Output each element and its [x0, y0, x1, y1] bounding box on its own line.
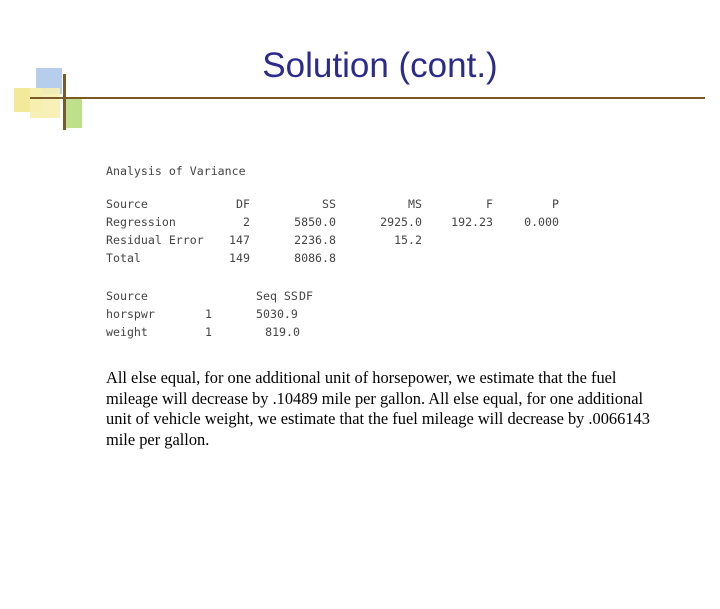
table-cell: 149: [229, 251, 250, 265]
table-cell: Residual Error: [106, 233, 204, 247]
title-rule: [30, 97, 705, 99]
table-cell: 192.23: [451, 215, 493, 229]
table-header-seq-ss: Seq SS: [256, 289, 298, 303]
table-cell: 147: [229, 233, 250, 247]
table-cell: 15.2: [394, 233, 422, 247]
table-cell: 1: [205, 325, 212, 339]
seq-ss-table: [106, 287, 313, 341]
table-cell: Regression: [106, 215, 176, 229]
table-cell: 1: [205, 307, 212, 321]
table-header-df: DF: [299, 289, 313, 303]
table-cell: 5850.0: [294, 215, 336, 229]
table-cell: 819.0: [265, 325, 300, 339]
table-header-p: P: [552, 197, 559, 211]
table-cell: 2236.8: [294, 233, 336, 247]
table-cell: 0.000: [524, 215, 559, 229]
interpretation-text: All else equal, for one additional unit of horsepower, we estimate that the fuel mileage will decrease by .10489 mile per gallon. All else equal, for one additional unit of vehicle weight, we estimate that the fuel mileage will decrease by .0066143 mile per gallon.: [106, 368, 650, 449]
table-header-ss: SS: [322, 197, 336, 211]
table-cell: Total: [106, 251, 141, 265]
table-cell: 2925.0: [380, 215, 422, 229]
table-cell: horspwr: [106, 307, 155, 321]
table-header-source: Source: [106, 197, 148, 211]
table-cell: 5030.9: [256, 307, 298, 321]
table-header-ms: MS: [408, 197, 422, 211]
anova-table: [106, 195, 576, 267]
slide-title: Solution (cont.): [262, 46, 498, 85]
table-header-source: Source: [106, 289, 148, 303]
table-cell: weight: [106, 325, 148, 339]
table-cell: 2: [243, 215, 250, 229]
table-cell: 8086.8: [294, 251, 336, 265]
table-header-df: DF: [236, 197, 250, 211]
anova-heading: Analysis of Variance: [106, 164, 246, 178]
table-header-f: F: [486, 197, 493, 211]
